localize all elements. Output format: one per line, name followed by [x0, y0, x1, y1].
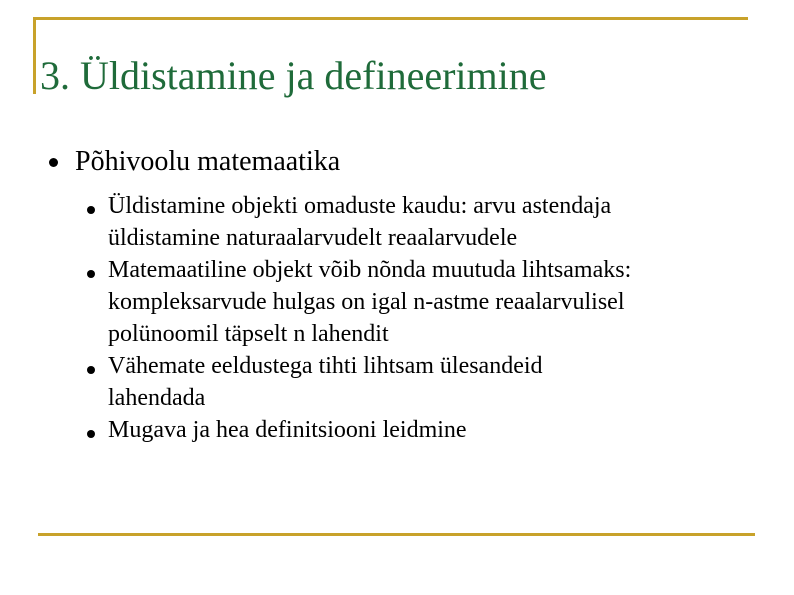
bullet-dot-icon [49, 158, 58, 167]
frame-line-top [33, 17, 748, 20]
slide-title: 3. Üldistamine ja defineerimine [40, 53, 547, 98]
bullet-dot-icon [87, 366, 95, 374]
sub-bullet-line: Vähemate eeldustega tihti lihtsam ülesandeid [108, 353, 543, 379]
sub-bullet-line: Mugava ja hea definitsiooni leidmine [108, 417, 467, 443]
sub-bullet-list [87, 190, 767, 446]
sub-bullet-item [87, 414, 767, 446]
sub-bullet-item [87, 254, 767, 350]
sub-bullet-item [87, 350, 767, 414]
sub-bullet-line: polünoomil täpselt n lahendit [108, 321, 389, 347]
frame-line-left [33, 17, 36, 94]
sub-bullet-line: üldistamine naturaalarvudelt reaalarvudele [108, 225, 518, 251]
sub-bullet-line: lahendada [108, 385, 206, 411]
sub-bullet-line: Matemaatiline objekt võib nõnda muutuda lihtsamaks: [108, 257, 632, 283]
sub-bullet-line: kompleksarvude hulgas on igal n-astme reaalarvulisel [108, 289, 625, 315]
frame-line-bottom [38, 533, 755, 536]
bullet-main: Põhivoolu matemaatika [75, 146, 341, 177]
bullet-dot-icon [87, 206, 95, 214]
bullet-dot-icon [87, 430, 95, 438]
bullet-dot-icon [87, 270, 95, 278]
sub-bullet-item [87, 190, 767, 254]
sub-bullet-line: Üldistamine objekti omaduste kaudu: arvu astendaja [108, 193, 612, 219]
